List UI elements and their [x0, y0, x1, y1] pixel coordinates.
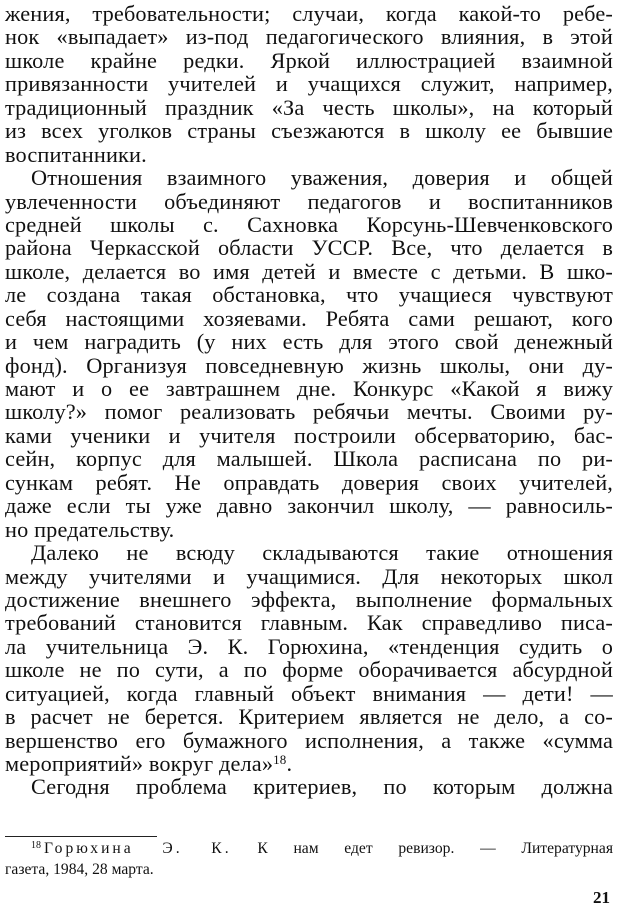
- text-line-content: достижение внешнего эффекта, выполнение формальных: [5, 586, 613, 612]
- text-line-content: между учителями и учащимися. Для некоторых школ: [5, 563, 613, 589]
- text-line: [5, 260, 613, 283]
- text-line: [5, 494, 613, 517]
- text-line-content: Сегодня проблема критериев, по которым должна: [31, 774, 613, 800]
- text-line-content: из всех уголков страны съезжаются в школу ее бывшие: [5, 118, 613, 144]
- text-line: [5, 166, 613, 189]
- text-line: [5, 447, 613, 470]
- text-line: [5, 565, 613, 588]
- period: .: [286, 751, 293, 776]
- page-number: 21: [593, 888, 610, 907]
- text-line-content: себя настоящими хозяевами. Ребята сами решают, кого: [5, 305, 613, 331]
- text-line-content: Отношения взаимного уважения, доверия и общей: [31, 165, 613, 191]
- text-line-content: школу?» помог реализовать ребячьи мечты. Своими ру-: [5, 399, 613, 425]
- text-line: [5, 354, 613, 377]
- text-line: [5, 72, 613, 95]
- text-line-content: привязанности учителей и учащихся служит, например,: [5, 71, 613, 97]
- text-line-content: школе крайне редки. Яркой иллюстрацией взаимной: [5, 47, 613, 73]
- text-line-content: ками ученики и учителя построили обсерваторию, бас-: [5, 422, 613, 448]
- text-line: [5, 682, 613, 705]
- text-line: [5, 775, 613, 798]
- text-line: [5, 611, 613, 634]
- text-line-content: в расчет не берется. Критерием является не дело, а со-: [5, 704, 613, 730]
- text-line: [5, 471, 613, 494]
- text-line: [5, 729, 613, 752]
- text-line-content: школе, делается во имя детей и вместе с детьми. В шко-: [5, 258, 613, 284]
- text-line: [5, 307, 613, 330]
- text-line-content: традиционный праздник «За честь школы», на который: [5, 94, 613, 120]
- text-line-content: даже если ты уже давно закончил школу, — равносиль-: [5, 493, 613, 519]
- text-line: [5, 377, 613, 400]
- text-line-content: сейн, корпус для малышей. Школа расписана по ри-: [5, 446, 613, 472]
- text-line-content: школе не по сути, а по форме оборачивается абсурдной: [5, 657, 613, 683]
- text-line-content: но предательству.: [5, 516, 175, 542]
- text-line-content: вершенство его бумажного исполнения, а также «сумма: [5, 727, 613, 753]
- text-line-content: воспитанники.: [5, 141, 147, 167]
- text-line-content: увлеченности объединяют педагогов и воспитанников: [5, 188, 613, 214]
- footnote-reference: 18: [273, 752, 287, 767]
- text-line-content: ситуацией, когда главный объект внимания — дети! —: [5, 680, 613, 706]
- text-line: [5, 330, 613, 353]
- text-line: [5, 518, 613, 541]
- text-line: [5, 25, 613, 48]
- text-line: [5, 705, 613, 728]
- text-line: [5, 96, 613, 119]
- text-line-content: ла учительница Э. К. Горюхина, «тенденция судить о: [5, 633, 613, 659]
- text-line: [5, 143, 613, 166]
- text-line: [5, 635, 613, 658]
- footnote: [5, 838, 613, 880]
- text-line: [5, 752, 613, 775]
- text-line: [5, 400, 613, 423]
- text-line-content: и чем наградить (у них есть для этого свой денежный: [5, 329, 613, 355]
- text-line-content: нок «выпадает» из-под педагогического влияния, в этой: [5, 24, 613, 50]
- text-line: [5, 588, 613, 611]
- text-line: [5, 658, 613, 681]
- text-line: [5, 49, 613, 72]
- text-line: [5, 236, 613, 259]
- text-line-content: фонд). Организуя повседневную жизнь школы, они ду-: [5, 352, 613, 378]
- text-line: [5, 541, 613, 564]
- text-line-content: мероприятий» вокруг дела»: [5, 751, 274, 776]
- text-line-content: сункам ребят. Не оправдать доверия своих учителей,: [5, 469, 613, 495]
- text-line-content: требований становится главным. Как справедливо писа-: [5, 610, 613, 636]
- footnote-author: Горюхина Э. К.: [44, 840, 232, 857]
- text-line: [5, 213, 613, 236]
- text-line-content: района Черкасской области УССР. Все, что делается в: [5, 235, 613, 261]
- body-text: [5, 2, 613, 799]
- text-line: [5, 283, 613, 306]
- text-line: [5, 2, 613, 25]
- text-line-content: Далеко не всюду складываются такие отношения: [31, 540, 613, 566]
- footnote-title-source: К нам едет ревизор. — Литературная: [257, 840, 613, 857]
- text-line-content: жения, требовательности; случаи, когда какой-то ребе-: [5, 1, 613, 26]
- footnote-marker: 18: [31, 840, 41, 851]
- footnote-line-2: газета, 1984, 28 марта.: [5, 861, 154, 878]
- text-line: [5, 190, 613, 213]
- text-line-content: мают и о ее завтрашнем дне. Конкурс «Какой я вижу: [5, 376, 613, 401]
- footnote-divider: [5, 836, 157, 837]
- text-line: [5, 119, 613, 142]
- text-line-content: средней школы с. Сахновка Корсунь-Шевченковского: [5, 211, 613, 237]
- text-line: [5, 424, 613, 447]
- footnote-line-1: [5, 838, 613, 859]
- text-line-content: ле создана такая обстановка, что учащиеся чувствуют: [5, 282, 613, 308]
